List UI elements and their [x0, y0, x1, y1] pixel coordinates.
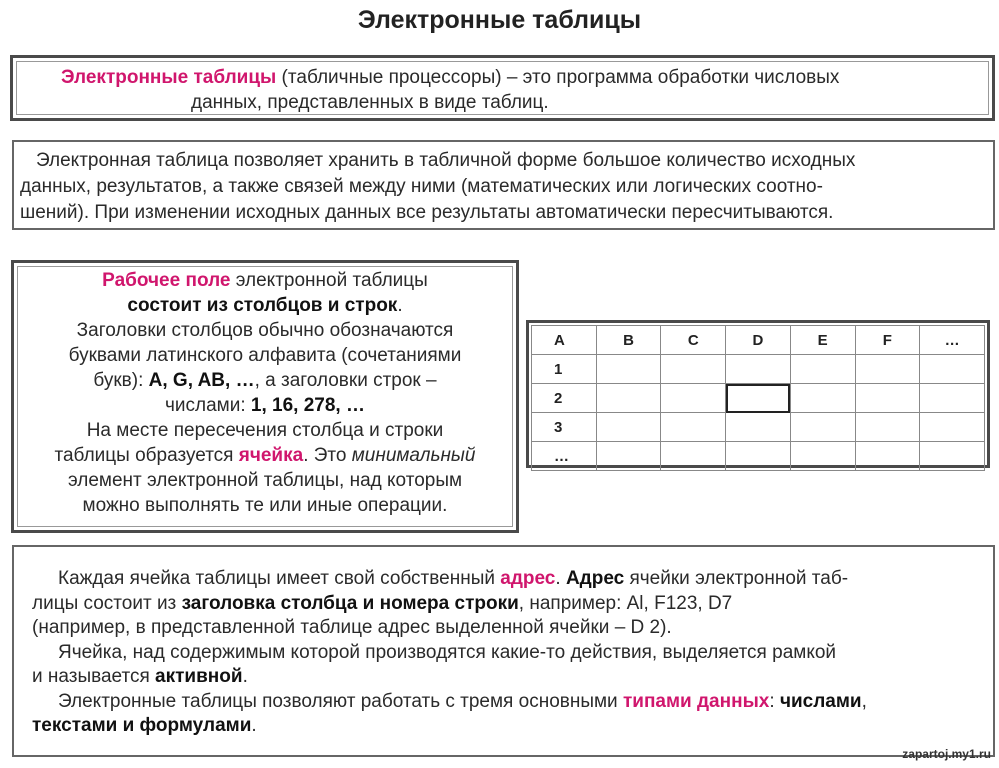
column-header: C [661, 326, 726, 355]
row-header: … [532, 442, 597, 471]
workfield-text: электронной таблицы [230, 270, 428, 291]
grid-cell [920, 442, 985, 471]
address-composition: заголовка столбца и номера строки [181, 592, 519, 614]
workfield-text: , а заголовки строк – [254, 370, 437, 391]
grid-cell [661, 413, 726, 442]
address-text: ячейки электронной таб- [624, 568, 849, 589]
minimal-italic: минимальный [351, 445, 476, 466]
workfield-text: числами: [165, 395, 251, 416]
page-title: Электронные таблицы [357, 6, 642, 34]
grid-cell [661, 355, 726, 384]
column-examples: A, G, AB, … [148, 370, 255, 391]
column-header: F [855, 326, 920, 355]
grid-header-row [532, 326, 985, 355]
workfield-text: Заголовки столбцов обычно обозначаются [76, 320, 454, 341]
address-text: , например: Al, F123, D7 [518, 592, 733, 614]
workfield-text: На месте пересечения столбца и строки [86, 420, 444, 441]
data-types-text: : [769, 690, 780, 712]
workfield-text: таблицы образуется [54, 445, 239, 466]
grid-cell [661, 384, 726, 413]
grid-row [532, 384, 985, 413]
workfield-term: Рабочее поле [102, 270, 231, 291]
workfield-box [11, 260, 519, 533]
column-header: A [532, 326, 597, 355]
active-cell-text: . [242, 666, 248, 687]
storage-line-1: Электронная таблица позволяет хранить в табличной форме большое количество исходных [36, 150, 856, 171]
row-examples: 1, 16, 278, … [250, 395, 365, 416]
grid-cell [596, 442, 661, 471]
workfield-text: можно выполнять те или иные операции. [82, 495, 448, 516]
data-types-text: Электронные таблицы позволяют работать с тремя основными [58, 690, 623, 712]
grid-cell [855, 384, 920, 413]
grid-cell [726, 413, 791, 442]
grid-row [532, 442, 985, 471]
definition-text-2: данных, представленных в виде таблиц. [191, 92, 549, 113]
active-cell-text: и называется [32, 666, 156, 687]
definition-box [10, 55, 995, 121]
grid-cell [920, 355, 985, 384]
definition-term: Электронные таблицы [61, 67, 277, 88]
column-header: D [726, 326, 791, 355]
address-box [12, 545, 995, 757]
workfield-text: элемент электронной таблицы, над которым [67, 470, 463, 491]
data-types-text: . [251, 715, 257, 736]
workfield-text: букв): [93, 370, 149, 391]
grid-cell [855, 442, 920, 471]
grid-cell [790, 413, 855, 442]
grid-cell [726, 442, 791, 471]
grid-cell [920, 384, 985, 413]
row-header: 2 [532, 384, 597, 413]
grid-cell [790, 442, 855, 471]
type-texts-formulas: текстами и формулами [32, 715, 252, 736]
spreadsheet-grid [526, 320, 990, 468]
row-header: 1 [532, 355, 597, 384]
active-term: активной [155, 666, 243, 687]
active-cell-d2 [726, 384, 791, 413]
watermark: zapartoj.my1.ru [902, 747, 991, 761]
grid-cell [920, 413, 985, 442]
column-header: E [790, 326, 855, 355]
address-text: лицы состоит из [32, 592, 182, 614]
address-term: адрес [500, 568, 556, 589]
workfield-text: буквами латинского алфавита (сочетаниями [68, 345, 462, 366]
grid-cell [855, 355, 920, 384]
column-header: B [596, 326, 661, 355]
grid-cell [596, 355, 661, 384]
storage-line-3: шений). При изменении исходных данных все результаты автоматически пересчитываются. [20, 202, 834, 223]
workfield-bold: состоит из столбцов и строк [127, 295, 398, 316]
grid-table [531, 325, 985, 471]
workfield-text: . Это [303, 445, 352, 466]
workfield-text: . [397, 295, 403, 316]
address-bold: Адрес [565, 568, 625, 589]
column-header: … [920, 326, 985, 355]
address-text: (например, в представленной таблице адрес выделенной ячейки – D 2). [32, 617, 672, 638]
grid-cell [596, 384, 661, 413]
cell-term: ячейка [238, 445, 304, 466]
grid-cell [790, 355, 855, 384]
data-types-term: типами данных [622, 690, 770, 712]
address-text: . [555, 568, 566, 589]
definition-text-1: (табличные процессоры) – это программа обработки числовых [276, 67, 840, 88]
grid-cell [661, 442, 726, 471]
active-cell-text: Ячейка, над содержимым которой производятся какие-то действия, выделяется рамкой [58, 641, 837, 663]
address-text: Каждая ячейка таблицы имеет свой собственный [58, 568, 501, 589]
storage-box [12, 140, 995, 230]
data-types-text: , [861, 690, 867, 712]
grid-cell [726, 355, 791, 384]
grid-row [532, 413, 985, 442]
storage-line-2: данных, результатов, а также связей между ними (математических или логических соотно- [20, 176, 823, 197]
grid-cell [790, 384, 855, 413]
grid-cell [596, 413, 661, 442]
type-numbers: числами [779, 690, 862, 712]
grid-cell [855, 413, 920, 442]
grid-row [532, 355, 985, 384]
row-header: 3 [532, 413, 597, 442]
